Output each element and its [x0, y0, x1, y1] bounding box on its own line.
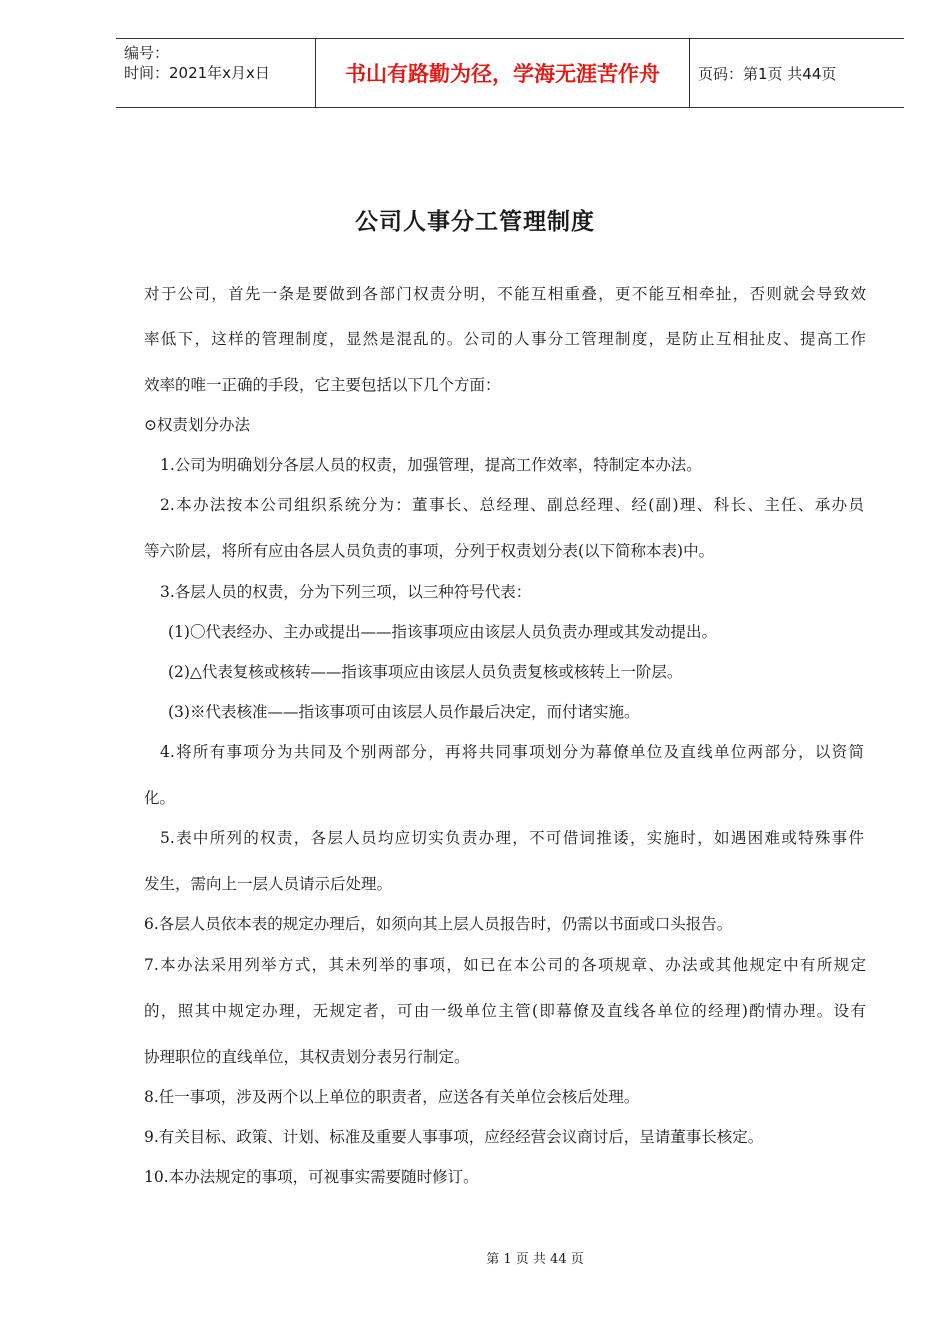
- header-page-number: 页码：第1页 共44页: [698, 64, 837, 83]
- body-line: 4.将所有事项分为共同及个别两部分，再将共同事项划分为幕僚单位及直线单位两部分，以资简: [160, 743, 864, 761]
- body-line: 8.任一事项，涉及两个以上单位的职责者，应送各有关单位会核后处理。: [144, 1088, 640, 1106]
- body-line: 率低下，这样的管理制度，显然是混乱的。公司的人事分工管理制度，是防止互相扯皮、提高工作: [144, 330, 866, 348]
- body-line: 等六阶层，将所有应由各层人员负责的事项，分列于权责划分表(以下简称本表)中。: [144, 542, 715, 560]
- body-line: (2)△代表复核或核转——指该事项应由该层人员负责复核或核转上一阶层。: [168, 663, 683, 681]
- section-heading: ⊙权责划分办法: [144, 416, 250, 434]
- header-meta: [116, 39, 316, 107]
- body-line: 3.各层人员的权责，分为下列三项，以三种符号代表：: [160, 583, 532, 601]
- body-line: 效率的唯一正确的手段，它主要包括以下几个方面：: [144, 376, 501, 394]
- document-number: 编号：: [124, 44, 170, 62]
- body-line: 2.本办法按本公司组织系统分为：董事长、总经理、副总经理、经(副)理、科长、主任、承办员: [160, 496, 864, 514]
- document-date: 时间：2021年x月x日: [124, 64, 270, 82]
- body-line: 的，照其中规定办理，无规定者，可由一级单位主管(即幕僚及直线各单位的经理)酌情办理。设有: [144, 1002, 866, 1020]
- body-line: 对于公司，首先一条是要做到各部门权责分明，不能互相重叠，更不能互相牵扯，否则就会导致效: [144, 285, 866, 303]
- body-line: 协理职位的直线单位，其权责划分表另行制定。: [144, 1048, 470, 1066]
- body-line: 发生，需向上一层人员请示后处理。: [144, 875, 393, 893]
- page-title: 公司人事分工管理制度: [355, 209, 595, 235]
- body-line: 6.各层人员依本表的规定办理后，如须向其上层人员报告时，仍需以书面或口头报告。: [144, 915, 733, 933]
- body-line: 5.表中所列的权责，各层人员均应切实负责办理，不可借词推诿，实施时，如遇困难或特殊事件: [160, 829, 864, 847]
- body-line: 9.有关目标、政策、计划、标准及重要人事事项，应经经营会议商讨后，呈请董事长核定。: [144, 1128, 764, 1146]
- body-line: (3)※代表核准——指该事项可由该层人员作最后决定，而付诸实施。: [168, 703, 640, 721]
- header-motto: 书山有路勤为径，学海无涯苦作舟: [316, 39, 690, 107]
- body-line: (1)〇代表经办、主办或提出——指该事项应由该层人员负责办理或其发动提出。: [168, 623, 717, 641]
- body-line: 1.公司为明确划分各层人员的权责，加强管理，提高工作效率，特制定本办法。: [160, 456, 702, 474]
- page-footer: 第 1 页 共 44 页: [486, 1252, 584, 1267]
- page-header: [116, 38, 904, 108]
- body-line: 7.本办法采用列举方式，其未列举的事项，如已在本公司的各项规章、办法或其他规定中有所规定: [144, 956, 866, 974]
- body-line: 化。: [144, 789, 176, 807]
- body-line: 10.本办法规定的事项，可视事实需要随时修订。: [144, 1168, 479, 1186]
